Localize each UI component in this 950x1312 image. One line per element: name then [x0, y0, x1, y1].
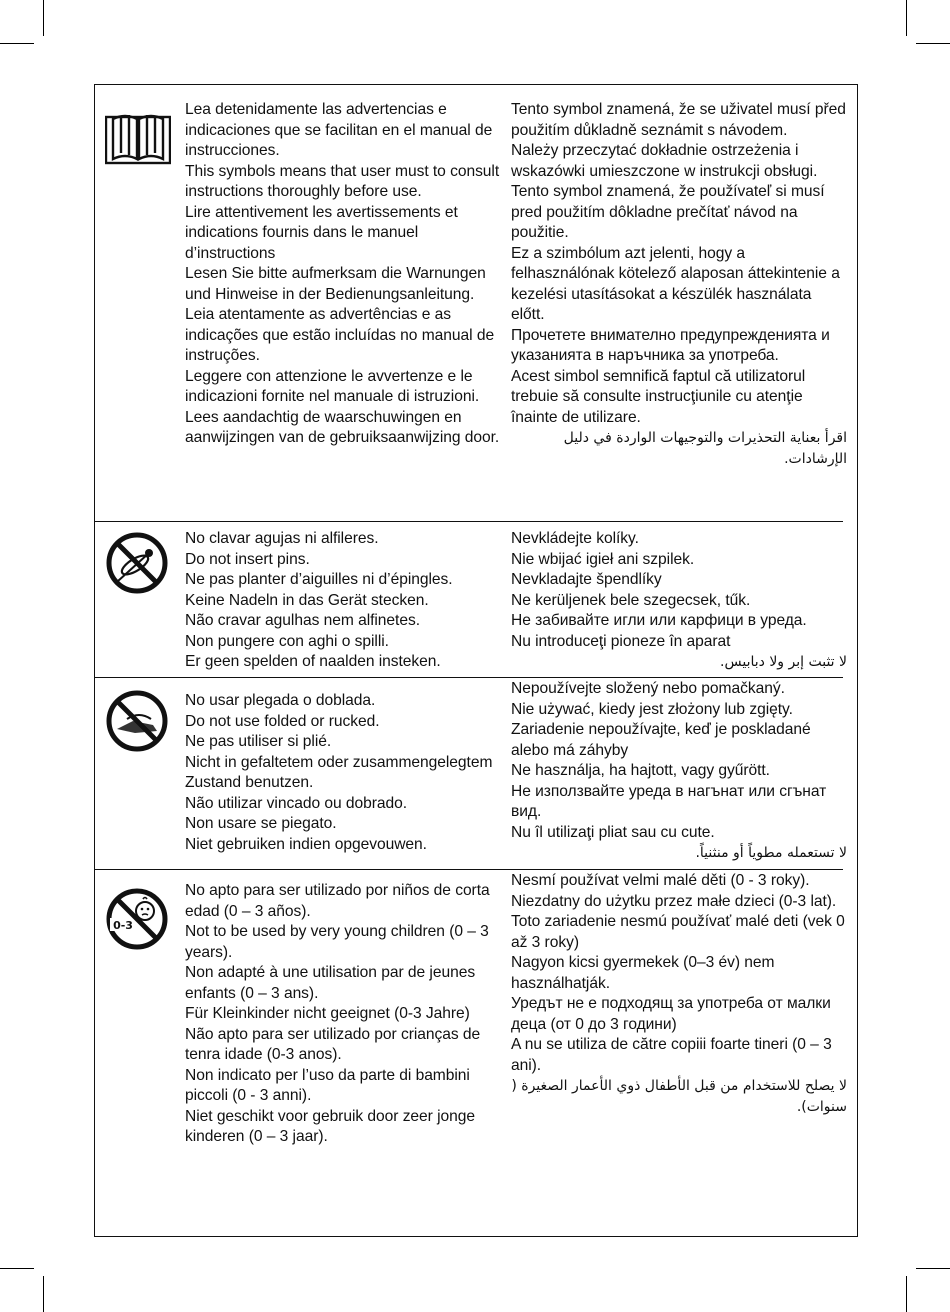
left-text-column	[185, 529, 503, 673]
left-text-column	[185, 881, 503, 1148]
row-divider	[95, 521, 843, 522]
warning-text-es: No clavar agujas ni alfileres.	[185, 530, 379, 547]
warning-text-fr: Ne pas planter d’aiguilles ni d’épingles.	[185, 571, 453, 588]
warning-text-de: Keine Nadeln in das Gerät stecken.	[185, 591, 429, 609]
warning-text-hu: Ne kerüljenek bele szegecsek, tűk.	[511, 591, 751, 609]
warning-text-hu: Nagyon kicsi gyermekek (0–3 év) nem használhatják.	[511, 954, 775, 992]
warning-text-bg: Уредът не е подходящ за употреба от малки деца (от 0 до 3 години)	[511, 995, 831, 1033]
crop-mark	[906, 0, 907, 36]
warning-text-pl: Nie wbijać igieł ani szpilek.	[511, 550, 695, 568]
warning-text-ro: A nu se utiliza de către copiii foarte tineri (0 – 3 ani).	[511, 1036, 832, 1074]
warning-text-nl: Lees aandachtig de waarschuwingen en aanwijzingen van de gebruiksaanwijzing door.	[185, 408, 500, 446]
warning-text-pl: Należy przeczytać dokładnie ostrzeżenia i wskazówki umieszczone w instrukcji obsługi.	[511, 142, 818, 180]
right-text-column	[511, 100, 847, 469]
crop-mark	[916, 43, 950, 44]
age-range-label: 0-3	[113, 919, 133, 932]
warning-text-it: Non usare se piegato.	[185, 815, 337, 832]
warning-text-pt: Não cravar agulhas nem alfinetes.	[185, 612, 420, 629]
warning-text-sk: Zariadenie nepoužívajte, keď je poskladané alebo má záhyby	[511, 721, 811, 759]
warning-text-cs: Nevkládejte kolíky.	[511, 530, 639, 547]
warning-text-nl: Niet gebruiken indien opgevouwen.	[185, 835, 427, 853]
warning-text-en: This symbols means that user must to consult instructions thoroughly before use.	[185, 162, 500, 200]
warning-text-en: Do not insert pins.	[185, 550, 310, 568]
warning-text-ar: اقرأ بعناية التحذيرات والتوجيهات الواردة في دليل الإرشادات.	[563, 430, 847, 467]
right-text-column	[511, 529, 847, 673]
warning-text-fr: Non adapté à une utilisation par de jeunes enfants (0 – 3 ans).	[185, 964, 476, 1002]
warning-text-ro: Nu introduceţi pioneze în aparat	[511, 632, 731, 650]
warning-text-bg: Прочетете внимателно предупрежденията и указанията в наръчника за употреба.	[511, 326, 830, 364]
warning-text-nl: Er geen spelden of naalden insteken.	[185, 653, 441, 670]
right-text-column	[511, 679, 847, 864]
warning-text-es: Lea detenidamente las advertencias e indicaciones que se facilitan en el manual de instrucciones.	[185, 101, 493, 159]
warning-text-ro: Acest simbol semnifică faptul că utilizatorul trebuie să consulte instrucţiunile cu atenţie înainte de utilizare.	[511, 367, 806, 426]
left-text-column	[185, 100, 503, 449]
not-for-children-0-3-icon	[105, 887, 169, 951]
warning-text-de: Für Kleinkinder nicht geeignet (0-3 Jahre)	[185, 1005, 470, 1022]
crop-mark	[0, 1268, 34, 1269]
no-pins-prohibition-icon	[105, 531, 169, 595]
warnings-frame	[94, 84, 858, 1237]
warning-text-pt: Não utilizar vincado ou dobrado.	[185, 794, 408, 812]
warning-text-it: Leggere con attenzione le avvertenze e le indicazioni fornite nel manuale di istruzioni.	[185, 367, 480, 405]
warning-text-fr: Lire attentivement les avertissements et indications fournis dans le manuel d’instructions	[185, 203, 458, 262]
warning-text-hu: Ez a szimbólum azt jelenti, hogy a felhasználónak kötelező alaposan áttekintenie a kezelési utasításokat a készülék használata előtt.	[511, 244, 840, 323]
warning-text-cs: Nepoužívejte složený nebo pomačkaný.	[511, 680, 785, 697]
warning-text-ar: لا تستعمله مطوياً أو منثنياً.	[695, 845, 847, 861]
row-divider	[95, 677, 843, 678]
warning-text-pt: Leia atentamente as advertências e as indicações que estão incluídas no manual de instruções.	[185, 306, 495, 364]
warning-text-bg: Не използвайте уреда в нагънат или сгънат вид.	[511, 782, 827, 820]
warning-text-ar: لا تثبت إبر ولا دبابيس.	[720, 654, 847, 670]
warning-text-ar: لا يصلح للاستخدام من قبل الأطفال ذوي الأعمار الصغيرة ( سنوات).	[511, 1078, 847, 1115]
warning-text-de: Lesen Sie bitte aufmerksam die Warnungen und Hinweise in der Bedienungsanleitung.	[185, 265, 486, 303]
crop-mark	[43, 0, 44, 36]
warning-text-cs: Nesmí používat velmi malé děti (0 - 3 roky).	[511, 872, 810, 889]
row-divider	[95, 869, 843, 870]
warning-text-fr: Ne pas utiliser si plié.	[185, 733, 332, 750]
warning-text-it: Non indicato per l’uso da parte di bambini piccoli (0 - 3 anni).	[185, 1066, 470, 1104]
warning-text-bg: Не забивайте игли или карфици в уреда.	[511, 612, 807, 629]
left-text-column	[185, 691, 503, 855]
warning-text-de: Nicht in gefaltetem oder zusammengelegtem Zustand benutzen.	[185, 753, 493, 791]
crop-mark	[916, 1268, 950, 1269]
warning-text-en: Not to be used by very young children (0 – 3 years).	[185, 923, 489, 961]
open-book-manual-icon	[105, 103, 171, 167]
warning-text-en: Do not use folded or rucked.	[185, 712, 380, 730]
crop-mark	[906, 1276, 907, 1312]
no-folded-prohibition-icon	[105, 689, 169, 753]
warning-text-it: Non pungere con aghi o spilli.	[185, 632, 389, 650]
right-text-column	[511, 871, 847, 1117]
warning-text-es: No usar plegada o doblada.	[185, 692, 376, 709]
warning-text-nl: Niet geschikt voor gebruik door zeer jonge kinderen (0 – 3 jaar).	[185, 1107, 476, 1145]
warning-text-pl: Nie używać, kiedy jest złożony lub zgięty.	[511, 700, 793, 718]
warning-text-es: No apto para ser utilizado por niños de corta edad (0 – 3 años).	[185, 882, 490, 920]
warning-text-ro: Nu îl utilizaţi pliat sau cu cute.	[511, 823, 715, 841]
warning-text-sk: Nevkladajte špendlíky	[511, 571, 662, 588]
warning-text-pl: Niezdatny do użytku przez małe dzieci (0-3 lat).	[511, 892, 837, 910]
crop-mark	[0, 43, 34, 44]
warning-text-sk: Tento symbol znamená, že používateľ si musí pred použitím dôkladne prečítať návod na použitie.	[511, 183, 825, 241]
crop-mark	[43, 1276, 44, 1312]
warning-text-pt: Não apto para ser utilizado por crianças de tenra idade (0-3 anos).	[185, 1025, 481, 1063]
warning-text-cs: Tento symbol znamená, že se uživatel musí před použitím důkladně seznámit s návodem.	[511, 101, 846, 139]
warning-text-hu: Ne használja, ha hajtott, vagy gyűrött.	[511, 762, 770, 779]
warning-text-sk: Toto zariadenie nesmú používať malé deti (vek 0 až 3 roky)	[511, 913, 845, 951]
